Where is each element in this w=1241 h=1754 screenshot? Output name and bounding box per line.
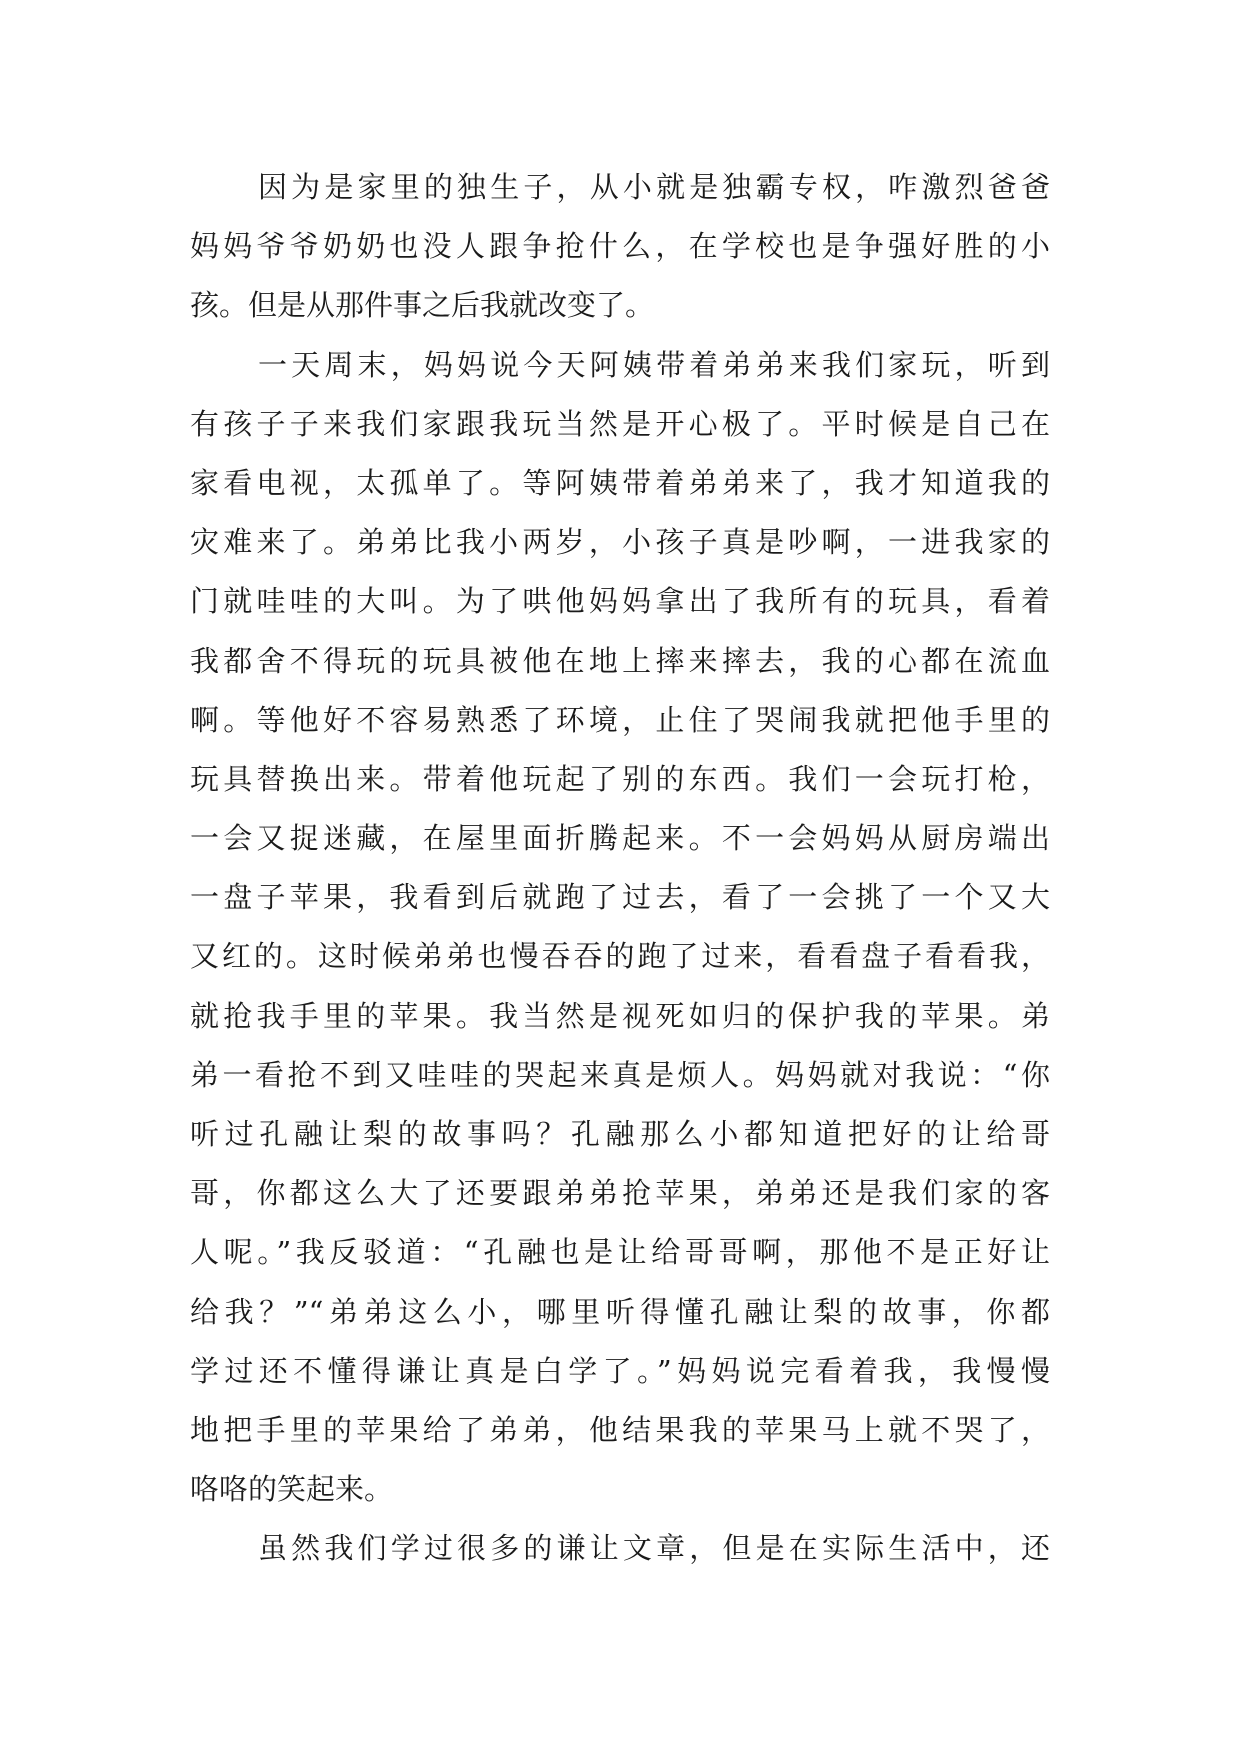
paragraph-line: 我都舍不得玩的玩具被他在地上摔来摔去，我的心都在流血 xyxy=(190,643,1050,678)
paragraph-line: 地把手里的苹果给了弟弟，他结果我的苹果马上就不哭了， xyxy=(190,1412,1050,1447)
paragraph xyxy=(190,336,1050,1520)
paragraph-line: 灾难来了。弟弟比我小两岁，小孩子真是吵啊，一进我家的 xyxy=(190,525,1050,560)
paragraph xyxy=(190,1519,1050,1578)
paragraph-line: 咯咯的笑起来。 xyxy=(190,1472,394,1507)
paragraph-line: 啊。等他好不容易熟悉了环境，止住了哭闹我就把他手里的 xyxy=(190,702,1050,737)
paragraph-line: 一天周末，妈妈说今天阿姨带着弟弟来我们家玩，听到 xyxy=(258,347,1050,382)
paragraph-line: 妈妈爷爷奶奶也没人跟争抢什么，在学校也是争强好胜的小 xyxy=(190,229,1050,264)
paragraph-line: 弟一看抢不到又哇哇的哭起来真是烦人。妈妈就对我说：“你 xyxy=(190,1057,1050,1092)
paragraph-line: 听过孔融让梨的故事吗？孔融那么小都知道把好的让给哥 xyxy=(190,1117,1050,1151)
paragraph-line: 一盘子苹果，我看到后就跑了过去，看了一会挑了一个又大 xyxy=(190,880,1050,915)
paragraph-line: 家看电视，太孤单了。等阿姨带着弟弟来了，我才知道我的 xyxy=(190,465,1050,500)
document-body xyxy=(190,158,1050,1579)
paragraph-line: 又红的。这时候弟弟也慢吞吞的跑了过来，看看盘子看看我， xyxy=(190,939,1050,974)
paragraph-line: 学过还不懂得谦让真是白学了。”妈妈说完看着我，我慢慢 xyxy=(190,1353,1050,1388)
paragraph-line: 人呢。”我反驳道：“孔融也是让给哥哥啊，那他不是正好让 xyxy=(190,1235,1050,1270)
paragraph-line: 就抢我手里的苹果。我当然是视死如归的保护我的苹果。弟 xyxy=(190,998,1050,1033)
paragraph-line: 因为是家里的独生子，从小就是独霸专权，咋激烈爸爸 xyxy=(258,170,1050,204)
paragraph-line: 有孩子子来我们家跟我玩当然是开心极了。平时候是自己在 xyxy=(190,406,1050,441)
paragraph-line: 门就哇哇的大叫。为了哄他妈妈拿出了我所有的玩具，看着 xyxy=(190,584,1050,619)
paragraph-line: 孩。但是从那件事之后我就改变了。 xyxy=(190,288,655,323)
paragraph-line: 哥，你都这么大了还要跟弟弟抢苹果，弟弟还是我们家的客 xyxy=(190,1176,1050,1211)
paragraph xyxy=(190,158,1050,336)
paragraph-line: 玩具替换出来。带着他玩起了别的东西。我们一会玩打枪， xyxy=(190,761,1050,796)
paragraph-line: 一会又捉迷藏，在屋里面折腾起来。不一会妈妈从厨房端出 xyxy=(190,821,1050,856)
paragraph-line: 给我？”“弟弟这么小，哪里听得懂孔融让梨的故事，你都 xyxy=(190,1294,1050,1329)
paragraph-line: 虽然我们学过很多的谦让文章，但是在实际生活中，还 xyxy=(258,1531,1050,1566)
